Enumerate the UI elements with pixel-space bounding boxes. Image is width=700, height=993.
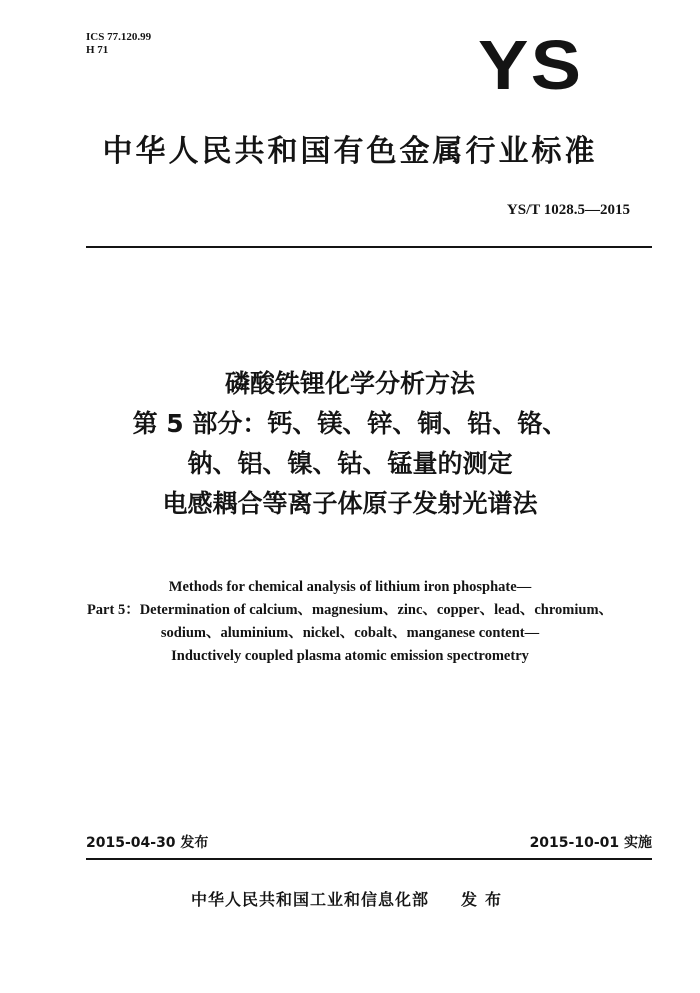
issue-date: 2015-04-30 发布	[86, 835, 209, 851]
header-divider	[86, 246, 652, 248]
english-title-line-3: sodium、aluminium、nickel、cobalt、manganese content—	[160, 625, 540, 641]
industry-standard-title: 中华人民共和国有色金属行业标准	[102, 134, 598, 169]
chinese-title-line-2: 第 5 部分：钙、镁、锌、铜、铅、铬、	[132, 409, 568, 438]
english-title-line-4: Inductively coupled plasma atomic emission spectrometry	[171, 648, 529, 664]
issuer-name: 中华人民共和国工业和信息化部	[190, 890, 429, 909]
publish-label: 发布	[461, 890, 510, 909]
english-title-line-1: Methods for chemical analysis of lithium iron phosphate—	[168, 579, 532, 595]
footer-divider	[86, 858, 652, 860]
implementation-date: 2015-10-01 实施	[529, 835, 652, 851]
ccs-code: H 71	[86, 44, 109, 56]
issuing-authority	[0, 889, 700, 911]
chinese-title-line-4: 电感耦合等离子体原子发射光谱法	[162, 489, 538, 518]
ics-code: ICS 77.120.99	[86, 31, 152, 43]
english-title	[0, 576, 700, 668]
english-title-line-2: Part 5：Determination of calcium、magnesium、zinc、copper、lead、chromium、	[86, 602, 614, 618]
ys-logo: YS	[478, 26, 584, 104]
classification-block	[86, 31, 151, 57]
chinese-title-line-1: 磷酸铁锂化学分析方法	[224, 369, 475, 398]
chinese-title-line-3: 钠、铝、镍、钴、锰量的测定	[187, 449, 513, 478]
chinese-title	[0, 364, 700, 524]
standard-number: YS/T 1028.5—2015	[506, 202, 630, 218]
